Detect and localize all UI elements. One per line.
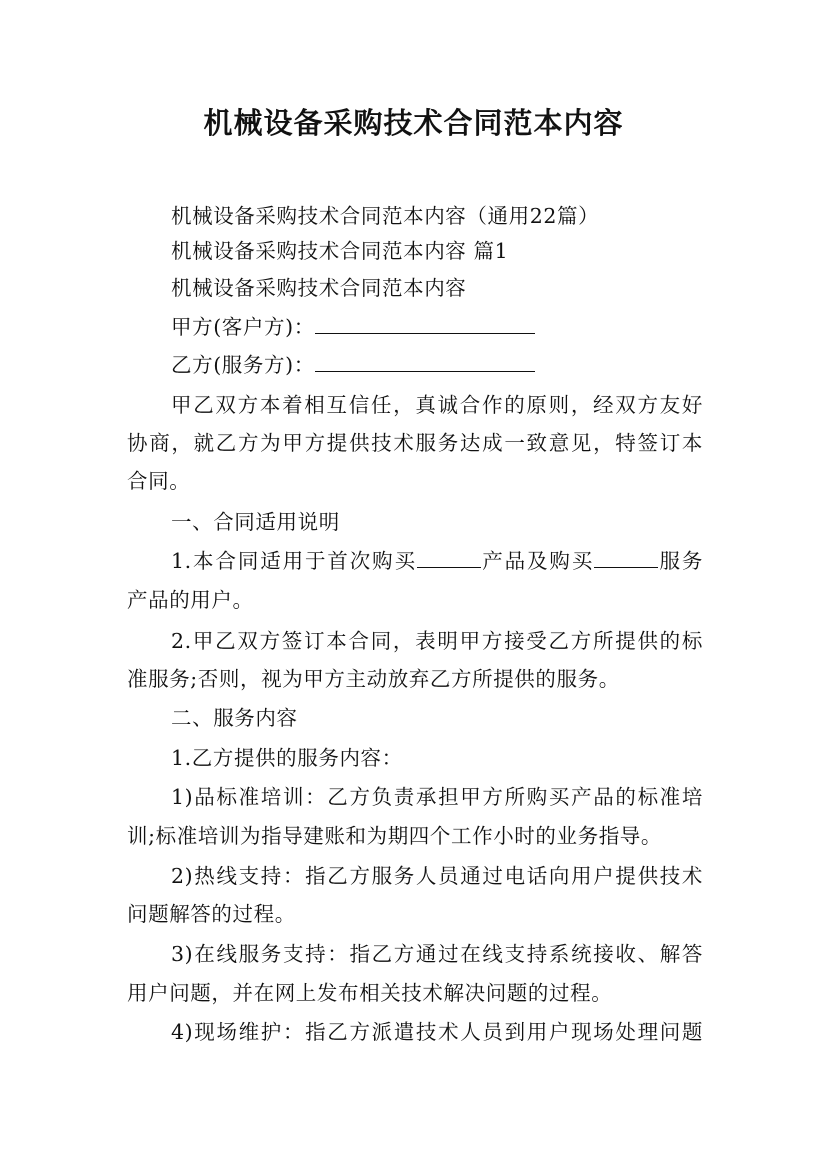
party-a-label: 甲方(客户方)： [171, 315, 315, 339]
clause-text: 产品及购买 [480, 549, 595, 573]
text-line: 1)品标准培训：乙方负责承担甲方所购买产品的标准培 [171, 785, 703, 809]
document-title: 机械设备采购技术合同范本内容 [203, 106, 624, 140]
text-line: 1.乙方提供的服务内容： [171, 746, 403, 770]
text-line: 2.甲乙双方签订本合同，表明甲方接受乙方所提供的标 [171, 629, 703, 653]
text-line: 问题解答的过程。 [127, 902, 296, 926]
text-line: 4)现场维护：指乙方派遣技术人员到用户现场处理问题 [171, 1020, 703, 1044]
text-line: 合同。 [127, 469, 191, 493]
party-b-line [171, 346, 703, 384]
text-line: 产品的用户。 [127, 588, 254, 612]
clause-text: 服务 [658, 549, 704, 573]
text-line: 甲乙双方本着相互信任，真诚合作的原则，经双方友好 [171, 393, 703, 417]
text-line: 机械设备采购技术合同范本内容 [171, 276, 467, 300]
text-line: 机械设备采购技术合同范本内容（通用22篇） [171, 204, 600, 228]
clause-line [171, 542, 703, 580]
product-blank [417, 545, 481, 568]
text-line: 机械设备采购技术合同范本内容 篇1 [171, 239, 509, 263]
text-line: 训;标准培训为指导建账和为期四个工作小时的业务指导。 [127, 824, 663, 848]
text-line: 协商，就乙方为甲方提供技术服务达成一致意见，特签订本 [127, 431, 703, 455]
text-line: 用户问题，并在网上发布相关技术解决问题的过程。 [127, 981, 613, 1005]
section-heading: 二、服务内容 [171, 706, 298, 730]
party-a-line [171, 308, 703, 346]
text-line: 准服务;否则，视为甲方主动放弃乙方所提供的服务。 [127, 667, 620, 691]
text-line: 2)热线支持：指乙方服务人员通过电话向用户提供技术 [171, 864, 703, 888]
section-heading: 一、合同适用说明 [171, 510, 340, 534]
clause-text: 1.本合同适用于首次购买 [171, 549, 417, 573]
party-a-blank [315, 311, 535, 334]
party-b-label: 乙方(服务方)： [171, 353, 315, 377]
party-b-blank [315, 349, 535, 372]
service-blank [594, 545, 658, 568]
text-line: 3)在线服务支持：指乙方通过在线支持系统接收、解答 [171, 942, 703, 966]
